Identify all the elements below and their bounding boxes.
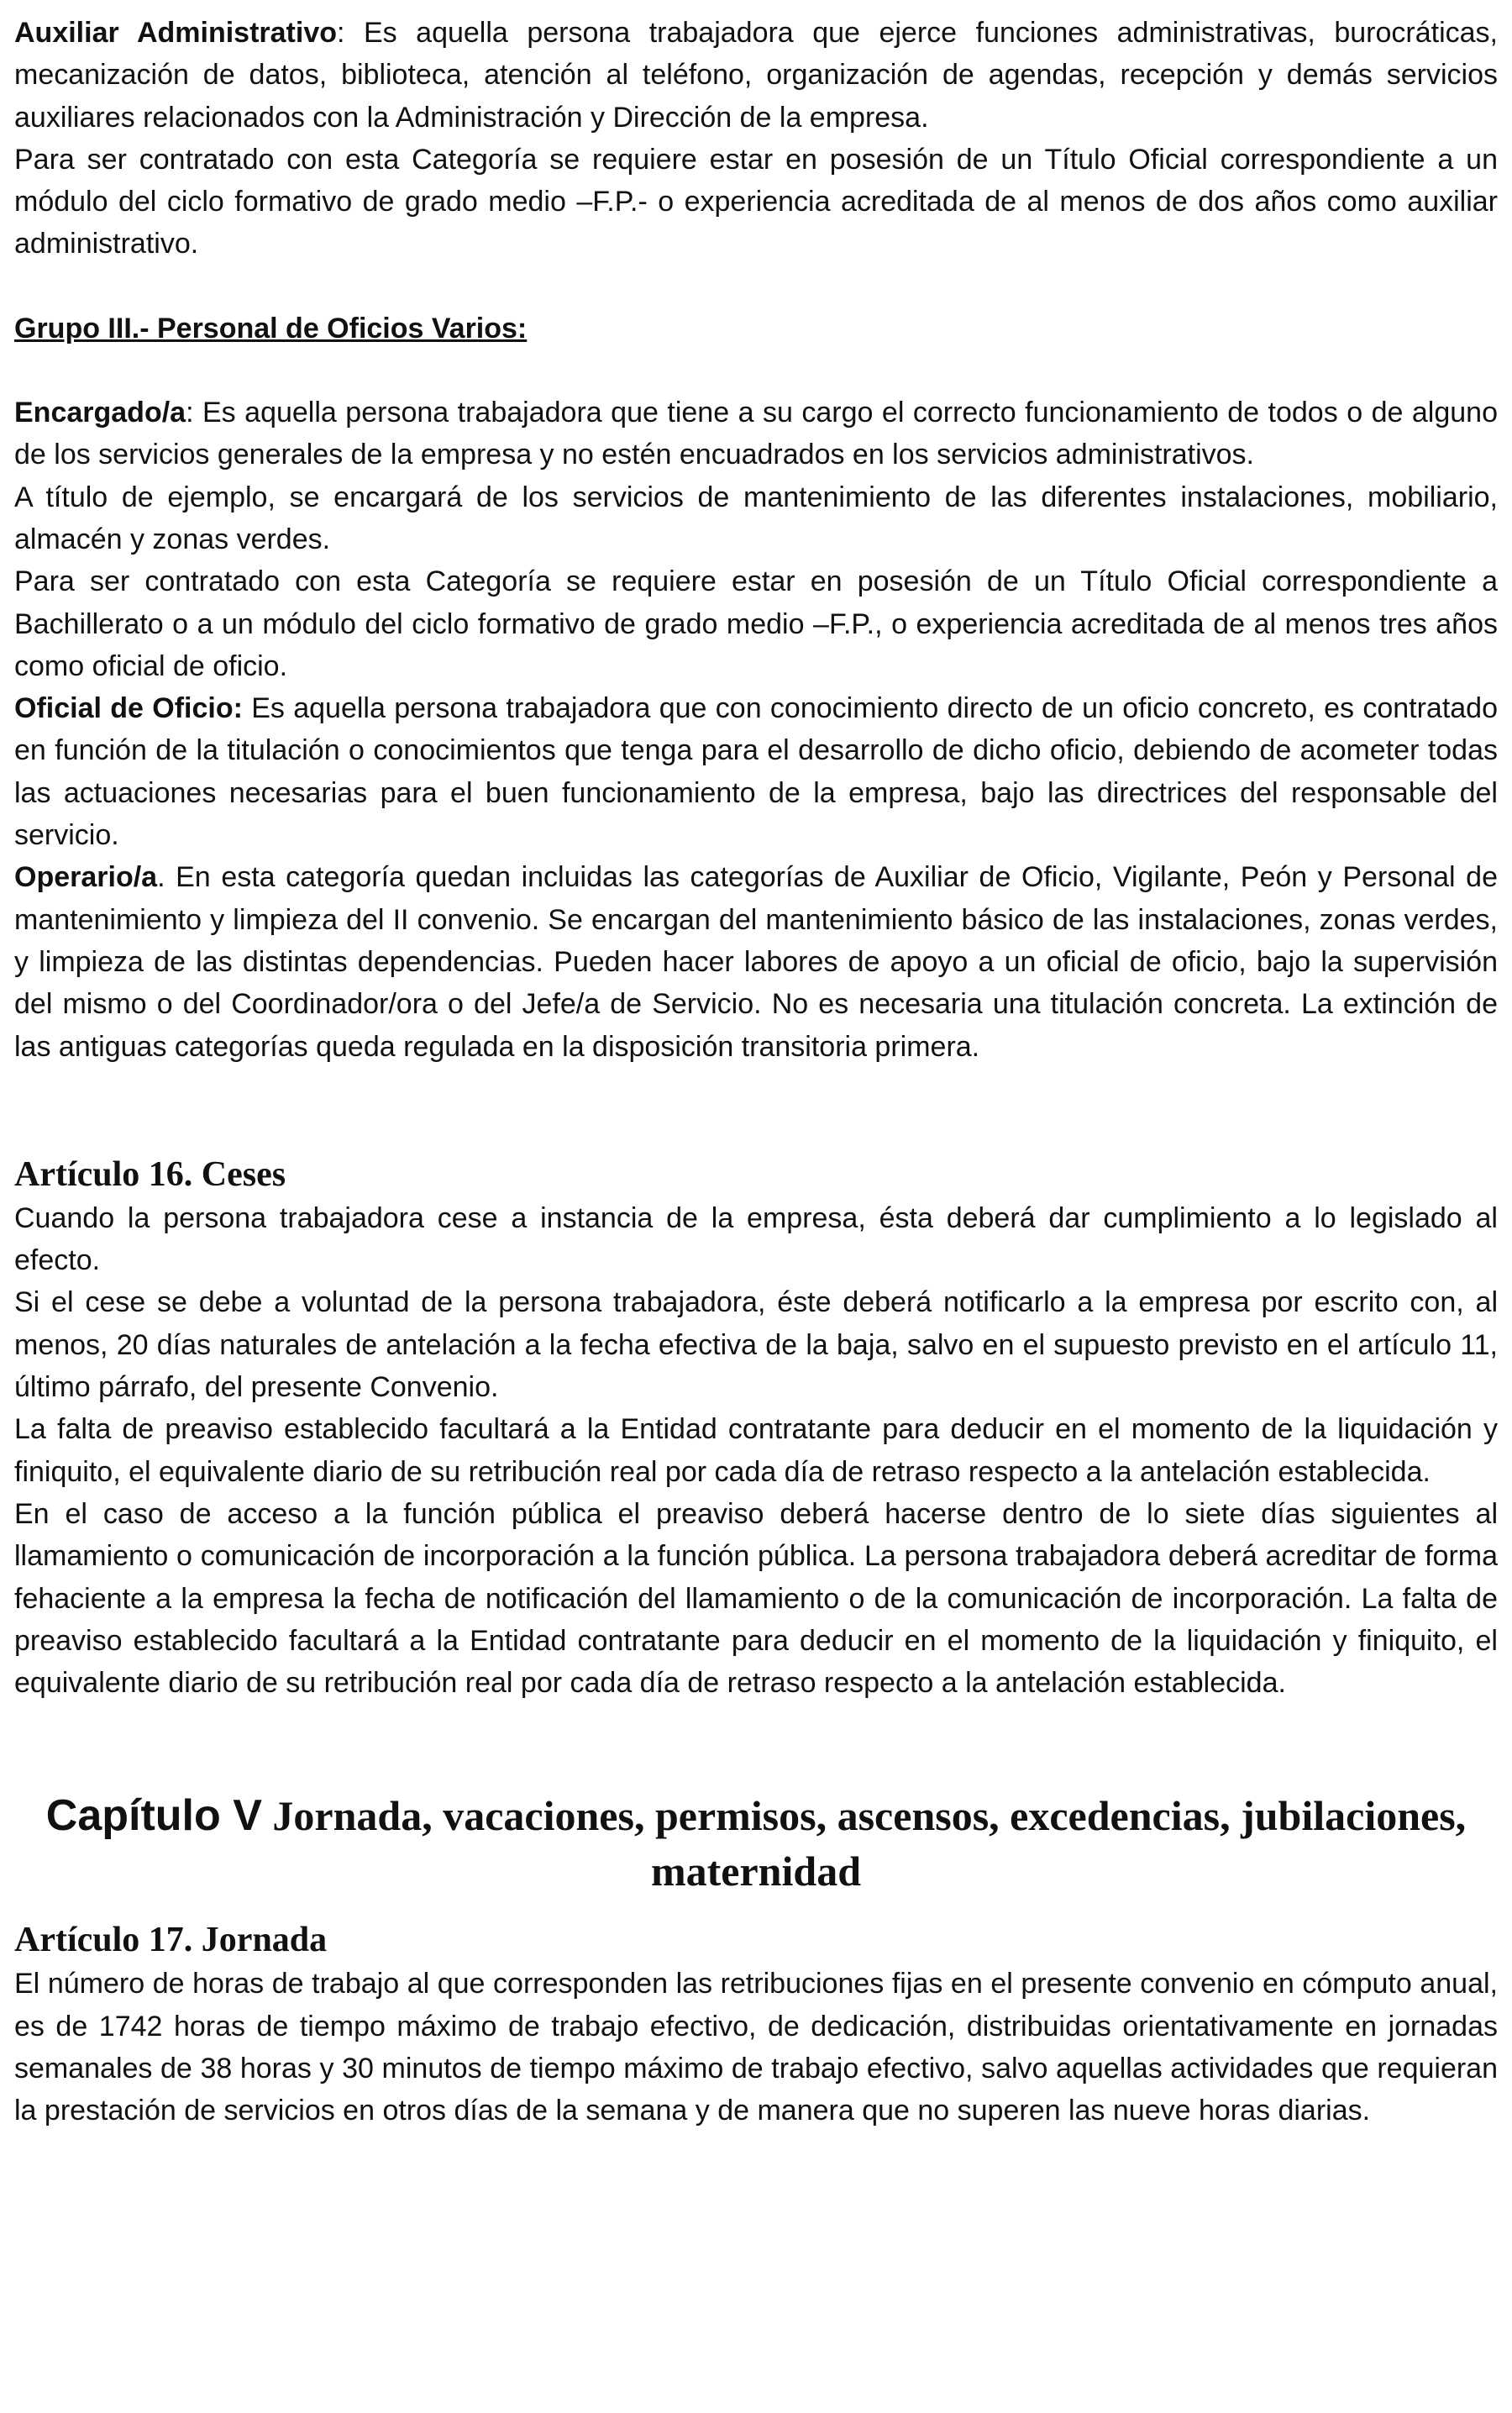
encargado-term: Encargado/a <box>14 397 186 429</box>
chapter-v-title: Jornada, vacaciones, permisos, ascensos, excedencias, jubilaciones, maternidad <box>261 1792 1467 1895</box>
encargado-paragraph <box>14 392 1498 476</box>
encargado-requirement: Para ser contratado con esta Categoría se requiere estar en posesión de un Título Oficial correspondiente a Bachillerato o a un módulo del ciclo formativo de grado medio –F.P., o experiencia acreditada de al menos tres años como oficial de oficio. <box>14 565 1498 682</box>
article-16-paragraph-3: La falta de preaviso establecido facultará a la Entidad contratante para deducir en el momento de la liquidación y finiquito, el equivalente diario de su retribución real por cada día de retraso respecto a la antelación establecida. <box>14 1413 1498 1488</box>
auxiliar-administrativo-definition: : Es aquella persona trabajadora que ejerce funciones administrativas, burocráticas, mecanización de datos, biblioteca, atención al teléfono, organización de agendas, recepción y demás servicios auxiliares relacionados con la Administración y Dirección de la empresa. <box>14 17 1498 134</box>
spacer <box>14 1899 1498 1917</box>
spacer <box>14 1068 1498 1152</box>
encargado-example: A título de ejemplo, se encargará de los servicios de mantenimiento de las diferentes instalaciones, mobiliario, almacén y zonas verdes. <box>14 481 1498 555</box>
spacer <box>14 265 1498 308</box>
spacer <box>14 350 1498 392</box>
article-16-heading: Artículo 16. Ceses <box>14 1154 286 1194</box>
article-16-paragraph-1: Cuando la persona trabajadora cese a instancia de la empresa, ésta deberá dar cumplimiento a lo legislado al efecto. <box>14 1201 1498 1277</box>
group-iii-heading: Grupo III.- Personal de Oficios Varios: <box>14 312 528 344</box>
chapter-v-heading <box>14 1788 1498 1899</box>
auxiliar-administrativo-paragraph <box>14 12 1498 139</box>
article-16-paragraph-2: Si el cese se debe a voluntad de la persona trabajadora, éste deberá notificarlo a la empresa por escrito con, al menos, 20 días naturales de antelación a la fecha efectiva de la baja, salvo en el supuesto previsto en el artículo 11, último párrafo, del presente Convenio. <box>14 1286 1498 1404</box>
article-17-paragraph-1: El número de horas de trabajo al que corresponden las retribuciones fijas en el presente convenio en cómputo anual, es de 1742 horas de tiempo máximo de trabajo efectivo, de dedicación, distribuidas orientativamente en jornadas semanales de 38 horas y 30 minutos de tiempo máximo de trabajo efectivo, salvo aquellas actividades que requieran la prestación de servicios en otros días de la semana y de manera que no superen las nueve horas diarias. <box>14 1968 1498 2127</box>
auxiliar-administrativo-term: Auxiliar Administrativo <box>14 17 337 49</box>
article-17-heading: Artículo 17. Jornada <box>14 1921 328 1960</box>
document-page <box>14 12 1498 2132</box>
operario-term: Operario/a <box>14 861 158 894</box>
oficial-de-oficio-term: Oficial de Oficio: <box>14 692 243 725</box>
article-16-paragraph-4: En el caso de acceso a la función pública el preaviso deberá hacerse dentro de lo siete días siguientes al llamamiento o comunicación de incorporación a la función pública. La persona trabajadora deberá acreditar de forma fehaciente a la empresa la fecha de notificación del llamamiento o de la comunicación de incorporación. La falta de preaviso establecido facultará a la Entidad contratante para deducir en el momento de la liquidación y finiquito, el equivalente diario de su retribución real por cada día de retraso respecto a la antelación establecida. <box>14 1497 1498 1700</box>
oficial-de-oficio-paragraph <box>14 687 1498 856</box>
spacer <box>14 1704 1498 1788</box>
chapter-v-label: Capítulo V <box>45 1791 262 1841</box>
encargado-definition: : Es aquella persona trabajadora que tiene a su cargo el correcto funcionamiento de todos o de alguno de los servicios generales de la empresa y no estén encuadrados en los servicios administrativos. <box>14 397 1498 471</box>
operario-definition: . En esta categoría quedan incluidas las categorías de Auxiliar de Oficio, Vigilante, Peón y Personal de mantenimiento y limpieza del II convenio. Se encargan del mantenimiento básico de las instalaciones, zonas verdes, y limpieza de las distintas dependencias. Pueden hacer labores de apoyo a un oficial de oficio, bajo la supervisión del mismo o del Coordinador/ora o del Jefe/a de Servicio. No es necesaria una titulación concreta. La extinción de las antiguas categorías queda regulada en la disposición transitoria primera. <box>14 861 1498 1063</box>
auxiliar-administrativo-requirement: Para ser contratado con esta Categoría se requiere estar en posesión de un Título Oficial correspondiente a un módulo del ciclo formativo de grado medio –F.P.- o experiencia acreditada de al menos de dos años como auxiliar administrativo. <box>14 143 1498 260</box>
oficial-de-oficio-definition: Es aquella persona trabajadora que con conocimiento directo de un oficio concreto, es contratado en función de la titulación o conocimientos que tenga para el desarrollo de dicho oficio, debiendo de acometer todas las actuaciones necesarias para el buen funcionamiento de la empresa, bajo las directrices del responsable del servicio. <box>14 692 1498 852</box>
operario-paragraph <box>14 856 1498 1067</box>
